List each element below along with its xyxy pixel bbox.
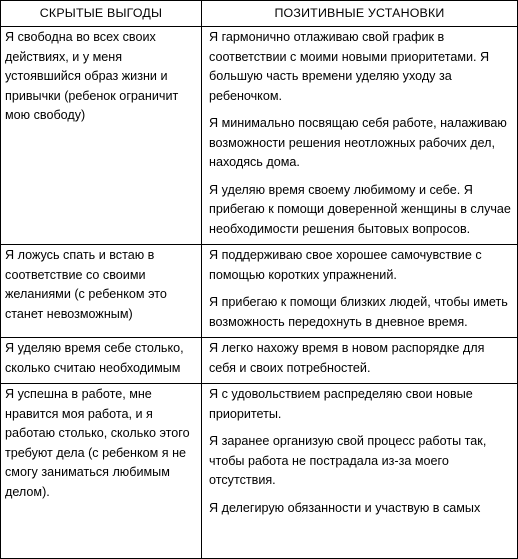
positive-attitude-cell [202,338,518,384]
table-row [1,27,518,245]
hidden-benefit-cell: Я ложусь спать и встаю в соответствие со своими желаниями (с ребенком это станет невозможным) [1,245,202,338]
positive-attitude-cell [202,384,518,559]
positive-attitude-cell [202,245,518,338]
hidden-benefit-cell: Я уделяю время себе столько, сколько считаю необходимым [1,338,202,384]
table-row [1,338,518,384]
attitude-paragraph: Я уделяю время своему любимому и себе. Я прибегаю к помощи доверенной женщины в случае необходимости решения бытовых вопросов. [209,182,511,236]
attitude-paragraph: Я заранее организую свой процесс работы так, чтобы работа не пострадала из-за моего отсутствия. [209,434,487,487]
attitude-paragraph: Я с удовольствием распределяю свои новые приоритеты. [209,387,473,421]
hidden-benefit-cell: Я успешна в работе, мне нравится моя работа, и я работаю столько, сколько этого требуют дела (с ребенком я не смогу заниматься любимым делом). [1,384,202,559]
attitude-paragraph: Я легко нахожу время в новом распорядке для себя и своих потребностей. [209,341,485,375]
header-positive-attitudes: ПОЗИТИВНЫЕ УСТАНОВКИ [202,1,518,27]
header-hidden-benefits: СКРЫТЫЕ ВЫГОДЫ [1,1,202,27]
attitude-paragraph: Я делегирую обязанности и участвую в самых [209,500,481,515]
table-row [1,245,518,338]
attitude-paragraph: Я поддерживаю свое хорошее самочувствие с помощью коротких упражнений. [209,248,482,282]
hidden-benefit-cell: Я свободна во всех своих действиях, и у меня устоявшийся образ жизни и привычки (ребенок ограничит мою свободу) [1,27,202,245]
table-row [1,384,518,559]
attitude-paragraph: Я минимально посвящаю себя работе, налаживаю возможности решения неотложных рабочих дел, находясь дома. [209,116,507,169]
positive-attitude-cell [202,27,518,245]
header-row [1,1,518,27]
attitude-paragraph: Я гармонично отлаживаю свой график в соответствии с моими новыми приоритетами. Я большую часть времени уделяю уходу за ребеночком. [209,30,490,103]
attitude-paragraph: Я прибегаю к помощи близких людей, чтобы иметь возможность передохнуть в дневное время. [209,295,508,329]
